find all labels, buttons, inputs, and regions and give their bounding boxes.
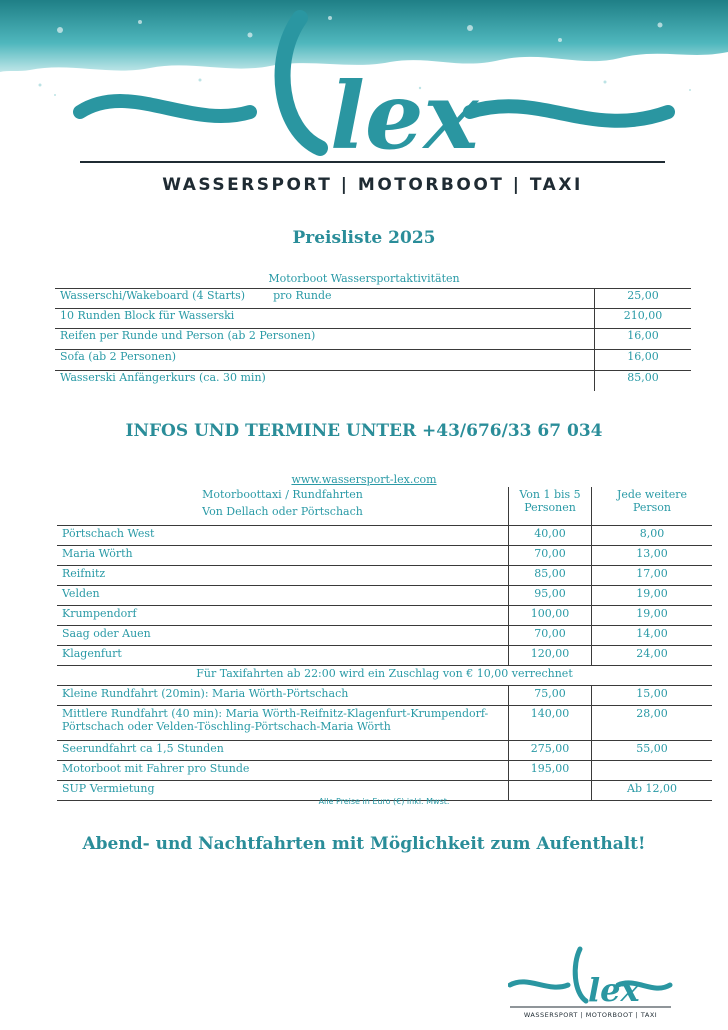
- row-price: 25,00: [595, 289, 692, 309]
- table-row: Pörtschach West 40,00 8,00: [57, 526, 712, 546]
- table-row: Motorboot mit Fahrer pro Stunde 195,00: [57, 761, 712, 781]
- table-row: Mittlere Rundfahrt (40 min): Maria Wörth-Reifnitz-Klagenfurt-Krumpendorf-Pörtschach oder Velden-Töschling-Pörtschach-Maria Wörth 140,00 28,00: [57, 706, 712, 741]
- table-row: SUP Vermietung Ab 12,00: [57, 781, 712, 801]
- footer-tagline: WASSERSPORT | MOTORBOOT | TAXI: [523, 1011, 658, 1019]
- header-tagline: WASSERSPORT | MOTORBOOT | TAXI: [162, 175, 583, 195]
- table-row: Velden 95,00 19,00: [57, 586, 712, 606]
- table-row: Kleine Rundfahrt (20min): Maria Wörth-Pörtschach 75,00 15,00: [57, 686, 712, 706]
- row-label: Sofa (ab 2 Personen): [55, 350, 595, 371]
- row-label: Reifen per Runde und Person (ab 2 Personen): [55, 329, 595, 350]
- water-wave-graphic: [0, 0, 728, 200]
- row-price: 16,00: [595, 350, 692, 371]
- info-title: INFOS UND TERMINE UNTER +43/676/33 67 034: [125, 421, 603, 441]
- header-extra-person: Jede weitere Person: [592, 487, 713, 526]
- header-route: Motorboottaxi / Rundfahrten Von Dellach oder Pörtschach: [57, 487, 509, 526]
- logo-text: lex: [330, 62, 479, 170]
- table-row: [55, 371, 691, 392]
- price-list-title: Preisliste 2025: [292, 228, 436, 248]
- table-row: Klagenfurt 120,00 24,00: [57, 646, 712, 666]
- header-base-price: Von 1 bis 5 Personen: [509, 487, 592, 526]
- row-label: 10 Runden Block für Wasserski: [55, 309, 595, 329]
- footer-logo-text: lex: [588, 971, 640, 1009]
- header-banner: [0, 0, 728, 200]
- taxi-table: [57, 487, 712, 801]
- row-label: Wasserschi/Wakeboard (4 Starts) pro Runde: [55, 289, 595, 309]
- price-note: Alle Preise in Euro (€) inkl. Mwst.: [318, 797, 450, 806]
- table-row: [55, 329, 691, 350]
- table-row: Seerundfahrt ca 1,5 Stunden 275,00 55,00: [57, 741, 712, 761]
- section1-caption: Motorboot Wassersportaktivitäten: [268, 272, 460, 285]
- table-row: Reifnitz 85,00 17,00: [57, 566, 712, 586]
- row-price: 16,00: [595, 329, 692, 350]
- surcharge-note: Für Taxifahrten ab 22:00 wird ein Zuschlag von € 10,00 verrechnet: [57, 666, 712, 686]
- surcharge-row: [57, 666, 712, 686]
- table-row: Krumpendorf 100,00 19,00: [57, 606, 712, 626]
- table-row: Maria Wörth 70,00 13,00: [57, 546, 712, 566]
- table-header: [57, 487, 712, 526]
- table-row: [55, 289, 691, 309]
- table-row: [55, 309, 691, 329]
- row-price: 210,00: [595, 309, 692, 329]
- activities-table: [55, 288, 691, 391]
- row-price: 85,00: [595, 371, 692, 392]
- table-row: [55, 350, 691, 371]
- row-label: Wasserski Anfängerkurs (ca. 30 min): [60, 371, 266, 384]
- table-row: Saag oder Auen 70,00 14,00: [57, 626, 712, 646]
- footer-logo: [508, 945, 673, 1020]
- closing-headline: Abend- und Nachtfahrten mit Möglichkeit zum Aufenthalt!: [82, 834, 646, 854]
- website-link[interactable]: www.wassersport-lex.com: [291, 473, 437, 486]
